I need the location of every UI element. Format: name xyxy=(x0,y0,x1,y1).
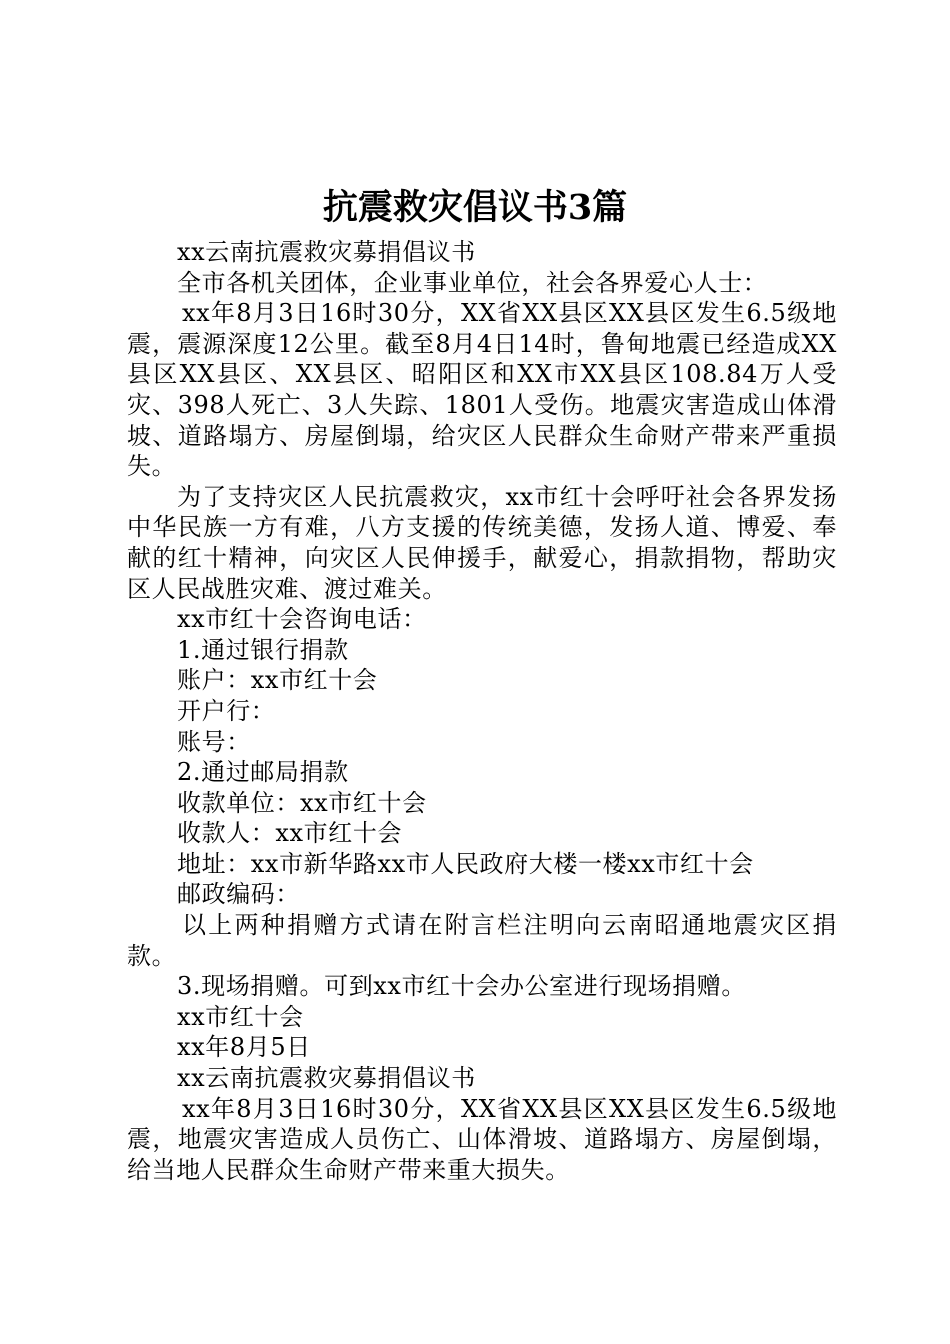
paragraph-post-method: 2.通过邮局捐款 xyxy=(177,758,349,787)
paragraph-signature-org: xx市红十会 xyxy=(177,1002,304,1031)
paragraph-heading-2: xx云南抗震救灾募捐倡议书 xyxy=(177,1064,476,1093)
document-title: 抗震救灾倡议书3篇 xyxy=(322,187,628,228)
paragraph-payee-unit: 收款单位：xx市红十会 xyxy=(177,788,427,817)
paragraph-hotline: xx市红十会咨询电话： xyxy=(177,605,427,634)
paragraph-account-number: 账号： xyxy=(177,727,251,756)
paragraph-earthquake-report: xx年8月3日16时30分，XX省XX县区XX县区发生6.5级地震，震源深度12公里。截至8月4日14时，鲁甸地震已经造成XX县区XX县区、XX县区、昭阳区和XX市XX县区108.84万人受灾、398人死亡、3人失踪、1801人受伤。地震灾害造成山体滑坡、道路塌方、房屋倒塌，给灾区人民群众生命财产带来严重损失。 xyxy=(127,299,837,481)
paragraph-payee: 收款人：xx市红十会 xyxy=(177,819,403,848)
paragraph-remark-note: 以上两种捐赠方式请在附言栏注明向云南昭通地震灾区捐款。 xyxy=(127,911,837,970)
paragraph-bank-method: 1.通过银行捐款 xyxy=(177,635,349,664)
paragraph-postcode: 邮政编码： xyxy=(177,880,300,909)
paragraph-bank-branch: 开户行： xyxy=(177,696,276,725)
paragraph-account-name: 账户：xx市红十会 xyxy=(177,666,378,695)
paragraph-heading-1: xx云南抗震救灾募捐倡议书 xyxy=(177,238,476,266)
paragraph-appeal: 为了支持灾区人民抗震救灾，xx市红十会呼吁社会各界发扬中华民族一方有难，八方支援的传统美德，发扬人道、博爱、奉献的红十精神，向灾区人民伸援手，献爱心，捐款捐物，帮助灾区人民战胜灾难、渡过难关。 xyxy=(127,482,837,603)
paragraph-signature-date: xx年8月5日 xyxy=(177,1033,311,1062)
paragraph-onsite-method: 3.现场捐赠。可到xx市红十会办公室进行现场捐赠。 xyxy=(177,972,746,1001)
paragraph-address: 地址：xx市新华路xx市人民政府大楼一楼xx市红十会 xyxy=(177,849,754,878)
document-body xyxy=(127,237,837,1185)
paragraph-earthquake-report-2: xx年8月3日16时30分，XX省XX县区XX县区发生6.5级地震，地震灾害造成人员伤亡、山体滑坡、道路塌方、房屋倒塌，给当地人民群众生命财产带来重大损失。 xyxy=(127,1094,837,1184)
paragraph-salutation: 全市各机关团体，企业事业单位，社会各界爱心人士： xyxy=(177,268,768,297)
